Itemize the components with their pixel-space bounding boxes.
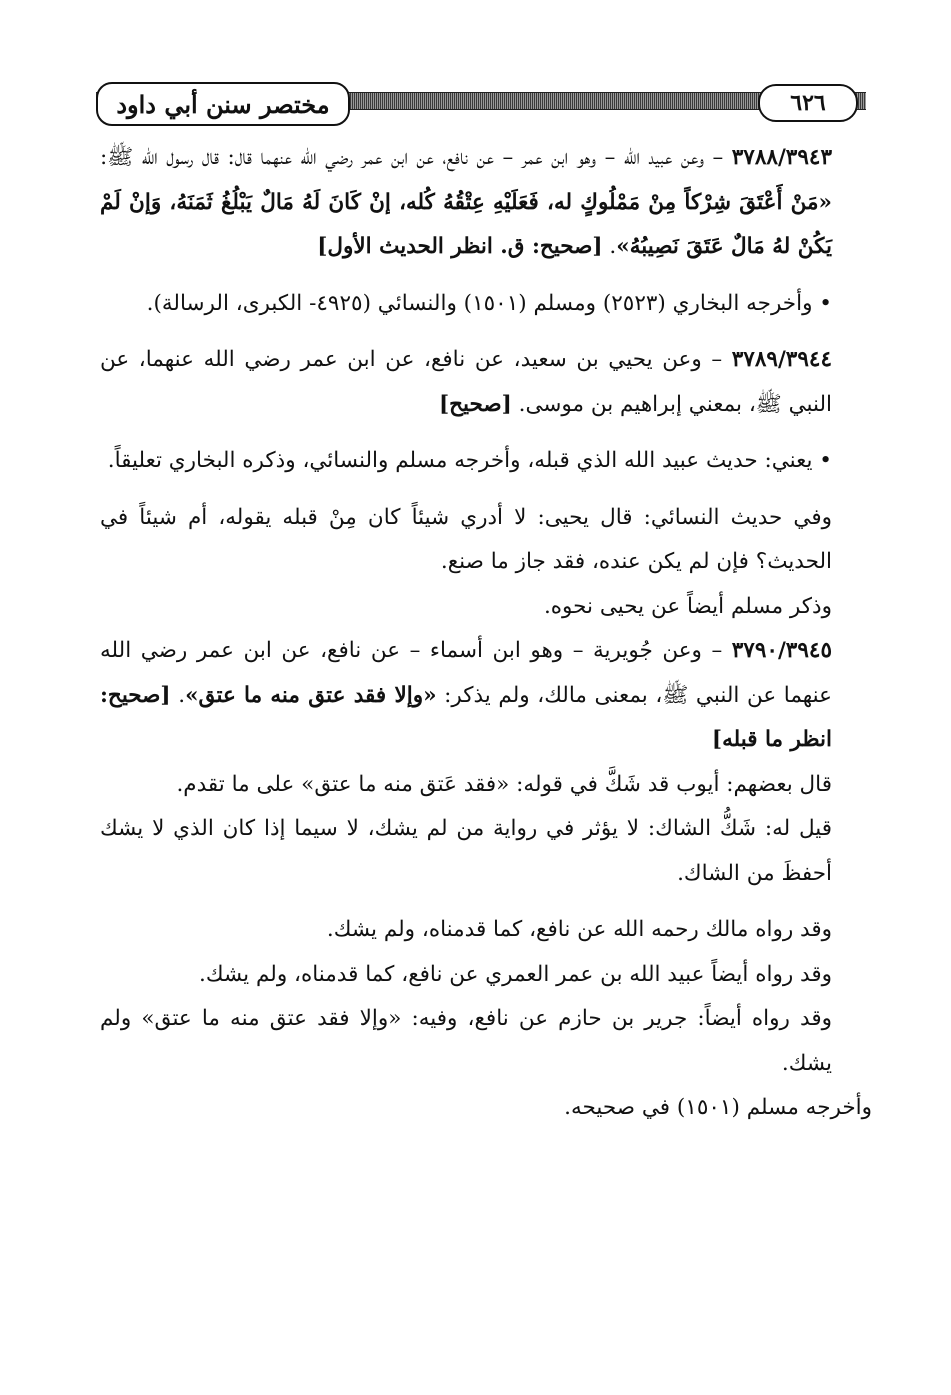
book-title: مختصر سنن أبي داود (96, 82, 350, 126)
hadith-quote: «وإلا فقد عتق منه ما عتق» (185, 682, 437, 708)
hadith-grade: [صحيح] (438, 391, 512, 417)
nasai-note: وفي حديث النسائي: قال يحيى: لا أدري شيئاً كان مِنْ قبله يقوله، أم شيئاً في الحديث؟ فإن لم يكن عنده، فقد جاز ما صنع. (100, 504, 832, 574)
hadith-grade: [صحيح: انظر ما قبله] (100, 682, 832, 752)
hadith-3943 (100, 136, 872, 270)
commentary-line: وقد رواه مالك رحمه الله عن نافع، كما قدمناه، ولم يشك. (326, 917, 832, 942)
hadith-number: ٣٧٨٩/٣٩٤٤ (731, 347, 832, 372)
muslim-note: وذكر مسلم أيضاً عن يحيى نحوه. (543, 593, 832, 619)
hadith-3944 (100, 338, 872, 427)
hadith-text-end: . (170, 682, 186, 708)
page-header (96, 82, 866, 124)
hadith-quote: «مَنْ أَعْتَقَ شِرْكاً مِنْ مَمْلُوكٍ له، فَعَلَيْهِ عِتْقُهُ كُله، إنْ كَانَ لَهُ مَالٌ يَبْلُغُ ثَمَنَهُ، وَإنْ لَمْ يَكُنْ لهُ مَالٌ عَتَقَ نَصِيبُهُ» (100, 189, 832, 259)
commentary-line: وقد رواه أيضاً: جرير بن حازم عن نافع، وفيه: «وإلا فقد عتق منه ما عتق» ولم يشك. (100, 1006, 832, 1076)
hadith-grade: [صحيح: ق. انظر الحديث الأول] (317, 234, 603, 259)
commentary-line: قيل له: شَكُّ الشاك: لا يؤثر في رواية من لم يشك، لا سيما إذا كان الذي لا يشك أحفظَ من الشاك. (100, 816, 832, 886)
commentary-line: قال بعضهم: أيوب قد شَكَّ في قوله: «فقد عَتق منه ما عتق» على ما تقدم. (176, 771, 832, 797)
hadith-text-end: . (602, 234, 617, 259)
takhrij-note: • وأخرجه البخاري (٢٥٢٣) ومسلم (١٥٠١) والنسائي (٤٩٢٥- الكبرى، الرسالة). (100, 282, 872, 327)
hadith-text: – وعن جُويرية – وهو ابن أسماء – عن نافع، عن ابن عمر رضي الله عنهما عن النبي ﷺ، بمعنى مالك، ولم يذكر: (100, 638, 832, 708)
page-number: ٦٢٦ (758, 84, 858, 122)
hadith-3945 (100, 629, 872, 763)
hadith-number: ٣٧٨٨/٣٩٤٣ (731, 145, 832, 170)
commentary-line: وقد رواه أيضاً عبيد الله بن عمر العمري عن نافع، كما قدمناه، ولم يشك. (199, 961, 832, 987)
explanation-note: • يعني: حديث عبيد الله الذي قبله، وأخرجه مسلم والنسائي، وذكره البخاري تعليقاً. (100, 439, 872, 484)
commentary-line: وأخرجه مسلم (١٥٠١) في صحيحه. (564, 1095, 872, 1120)
hadith-text: – وعن عبيد الله – وهو ابن عمر – عن نافع، عن ابن عمر رضي الله عنهما قال: قال رسول الله ﷺ: (100, 145, 732, 170)
hadith-number: ٣٧٩٠/٣٩٤٥ (731, 638, 832, 663)
page-content (100, 136, 872, 1131)
hadith-text: – وعن يحيي بن سعيد، عن نافع، عن ابن عمر رضي الله عنهما، عن النبي ﷺ، بمعني إبراهيم بن موسى. (100, 347, 832, 417)
